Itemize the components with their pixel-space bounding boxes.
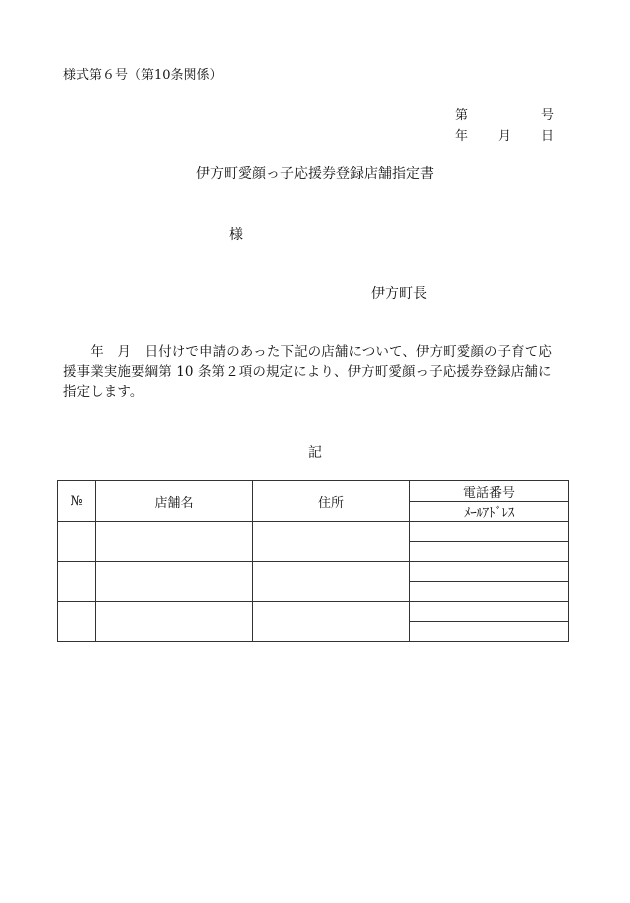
cell-no [58,602,96,642]
header-address: 住所 [253,481,410,522]
cell-phone [410,602,569,622]
table-row [58,562,569,582]
ki-heading: 記 [308,445,322,461]
addressee-honorific: 様 [229,227,243,243]
table-row [58,602,569,622]
cell-store-name [96,522,253,562]
cell-no [58,562,96,602]
cell-email [410,542,569,562]
cell-address [253,562,410,602]
header-email: ﾒｰﾙｱﾄﾞﾚｽ [410,502,569,522]
date-year: 年 [455,129,469,144]
number-prefix: 第 [455,108,469,123]
body-line: 援事業実施要綱第 10 条第２項の規定により、伊方町愛顔っ子応援券登録店舗に [63,364,552,380]
cell-phone [410,522,569,542]
cell-address [253,522,410,562]
form-label: 様式第６号（第10条関係） [63,68,223,83]
date-day: 日 [541,129,555,144]
header-store-name: 店舗名 [96,481,253,522]
date-month: 月 [498,129,512,144]
cell-email [410,582,569,602]
cell-store-name [96,562,253,602]
cell-email [410,622,569,642]
cell-store-name [96,602,253,642]
cell-phone [410,562,569,582]
store-table [57,480,569,642]
body-line: 指定します。 [63,384,144,400]
body-line: 年 月 日付けで申請のあった下記の店舗について、伊方町愛顔の子育て応 [63,344,552,360]
cell-no [58,522,96,562]
header-no: № [58,481,96,522]
body-paragraph [63,342,573,402]
table-row [58,522,569,542]
issuer-name: 伊方町長 [371,286,427,302]
header-phone: 電話番号 [410,481,569,502]
document-title: 伊方町愛顔っ子応援券登録店舗指定書 [196,166,434,182]
number-suffix: 号 [541,108,555,123]
cell-address [253,602,410,642]
